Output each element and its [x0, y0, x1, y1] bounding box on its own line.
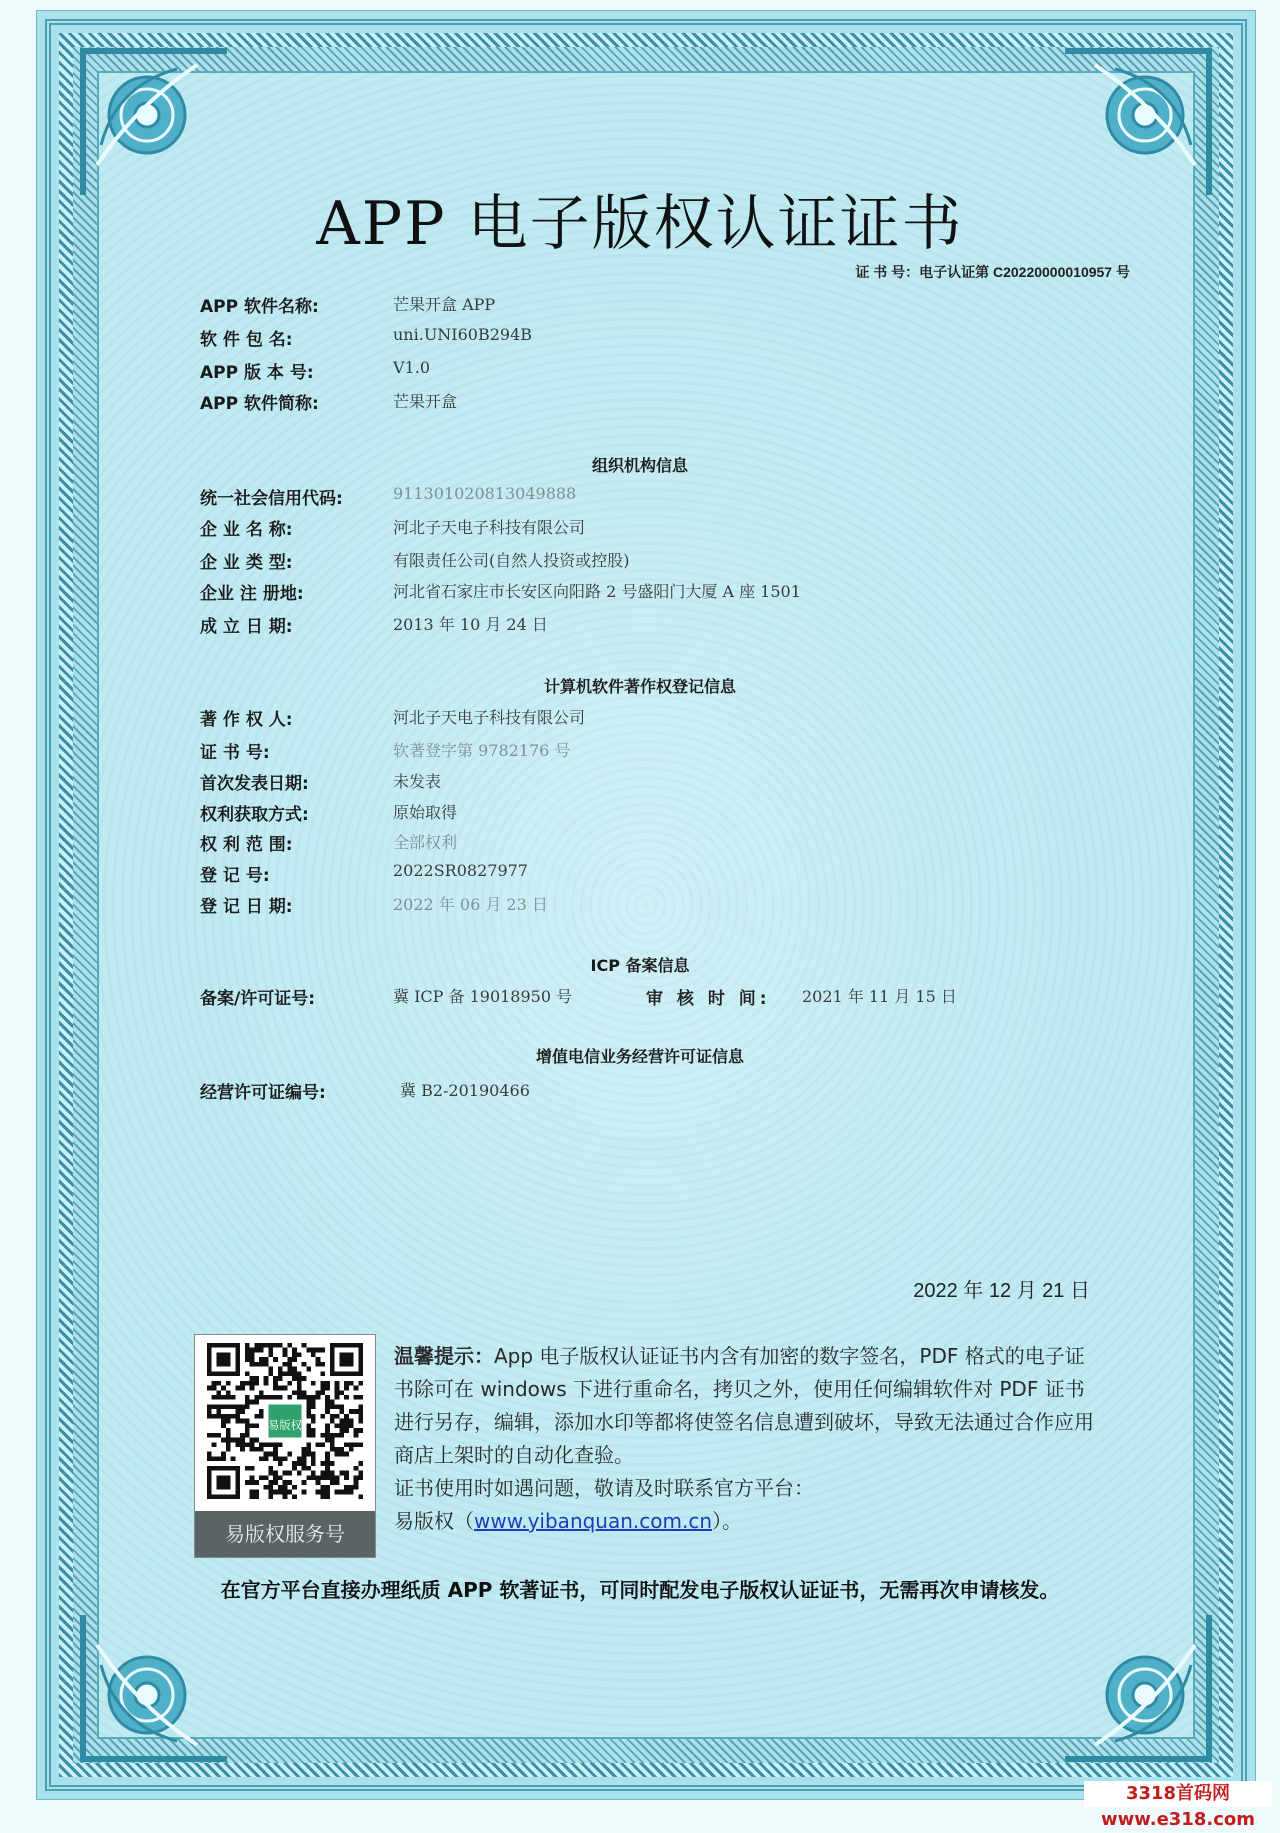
platform-suffix: ）。	[712, 1509, 743, 1533]
notice-body: App 电子版权认证证书内含有加密的数字签名，PDF 格式的电子证书除可在 windows 下进行重命名，拷贝之外，使用任何编辑软件对 PDF 证书进行另存，编辑，添加水印等都将使签名信息遭到破坏，导致无法通过合作应用商店上架时的自动化查验。	[394, 1344, 1094, 1467]
qr-code-icon[interactable]	[207, 1343, 363, 1499]
regno-value: 2022SR0827977	[393, 861, 528, 880]
platform-link[interactable]: www.yibanquan.com.cn	[474, 1509, 713, 1533]
field-label: 企 业 类 型:	[200, 553, 293, 573]
qr-code-card[interactable]	[194, 1334, 376, 1558]
publish-value: 未发表	[393, 772, 442, 791]
credit-code-value: 911301020813049888	[393, 484, 577, 503]
field-label: 权 利 范 围:	[200, 835, 293, 855]
package-value: uni.UNI60B294B	[393, 325, 533, 344]
company-type-value: 有限责任公司(自然人投资或控股)	[393, 551, 630, 570]
field-label: APP 版 本 号:	[200, 363, 314, 383]
issue-date: 2022 年 12 月 21 日	[913, 1280, 1090, 1302]
field-label: 企业 注 册地:	[200, 584, 304, 604]
section-heading-copyright: 计算机软件著作权登记信息	[543, 677, 736, 696]
app-name-value: 芒果开盒 APP	[393, 295, 496, 314]
field-label: 统一社会信用代码:	[200, 489, 343, 509]
corner-ornament-icon	[77, 1605, 237, 1765]
short-name-value: 芒果开盒	[393, 392, 458, 411]
field-label: 登 记 日 期:	[200, 897, 293, 917]
notice-heading: 温馨提示：	[394, 1344, 494, 1368]
notice-text	[394, 1340, 1094, 1538]
company-value: 河北子天电子科技有限公司	[393, 518, 586, 537]
address-value: 河北省石家庄市长安区向阳路 2 号盛阳门大厦 A 座 1501	[393, 582, 801, 601]
qr-badge-label: 易版权	[268, 1418, 302, 1433]
audit-time-label: 审 核 时 间:	[646, 989, 771, 1009]
copyright-certno-value: 软著登字第 9782176 号	[393, 741, 571, 760]
field-label: 首次发表日期:	[200, 774, 309, 794]
certificate-number: 证 书 号：电子认证第 C20220000010957 号	[855, 264, 1130, 280]
section-heading-org: 组织机构信息	[591, 456, 688, 475]
audit-time-value: 2021 年 11 月 15 日	[802, 987, 957, 1006]
field-label: 证 书 号:	[200, 743, 270, 763]
field-label: 备案/许可证号:	[200, 989, 316, 1009]
qr-caption: 易版权服务号	[195, 1511, 375, 1557]
corner-ornament-icon	[1055, 1605, 1215, 1765]
field-label: 软 件 包 名:	[200, 330, 293, 350]
field-label: 著 作 权 人:	[200, 710, 293, 730]
platform-prefix: 易版权（	[394, 1509, 474, 1533]
field-label: APP 软件简称:	[200, 394, 319, 414]
version-value: V1.0	[393, 358, 430, 377]
field-label: 企 业 名 称:	[200, 520, 293, 540]
owner-value: 河北子天电子科技有限公司	[393, 708, 586, 727]
icp-license-value: 冀 ICP 备 19018950 号	[393, 987, 573, 1006]
permit-value: 冀 B2-20190466	[400, 1081, 530, 1100]
section-heading-icp: ICP 备案信息	[590, 956, 690, 975]
field-label: 登 记 号:	[200, 866, 270, 886]
founded-value: 2013 年 10 月 24 日	[393, 615, 548, 634]
scope-value: 全部权利	[393, 833, 458, 852]
acquire-value: 原始取得	[393, 803, 458, 822]
notice-contact: 证书使用时如遇问题，敬请及时联系官方平台：	[394, 1476, 814, 1500]
field-label: 权利获取方式:	[200, 805, 309, 825]
field-label: 成 立 日 期:	[200, 617, 293, 637]
section-heading-telecom: 增值电信业务经营许可证信息	[535, 1047, 744, 1066]
footer-note: 在官方平台直接办理纸质 APP 软著证书，可同时配发电子版权认证证书，无需再次申请核发。	[220, 1578, 1060, 1602]
regdate-value: 2022 年 06 月 23 日	[393, 895, 548, 914]
field-label: APP 软件名称:	[200, 297, 319, 317]
site-watermark: 3318首码网www.e318.com	[1084, 1781, 1272, 1807]
field-label: 经营许可证编号:	[200, 1083, 326, 1103]
certificate-title: APP 电子版权认证证书	[316, 189, 964, 259]
